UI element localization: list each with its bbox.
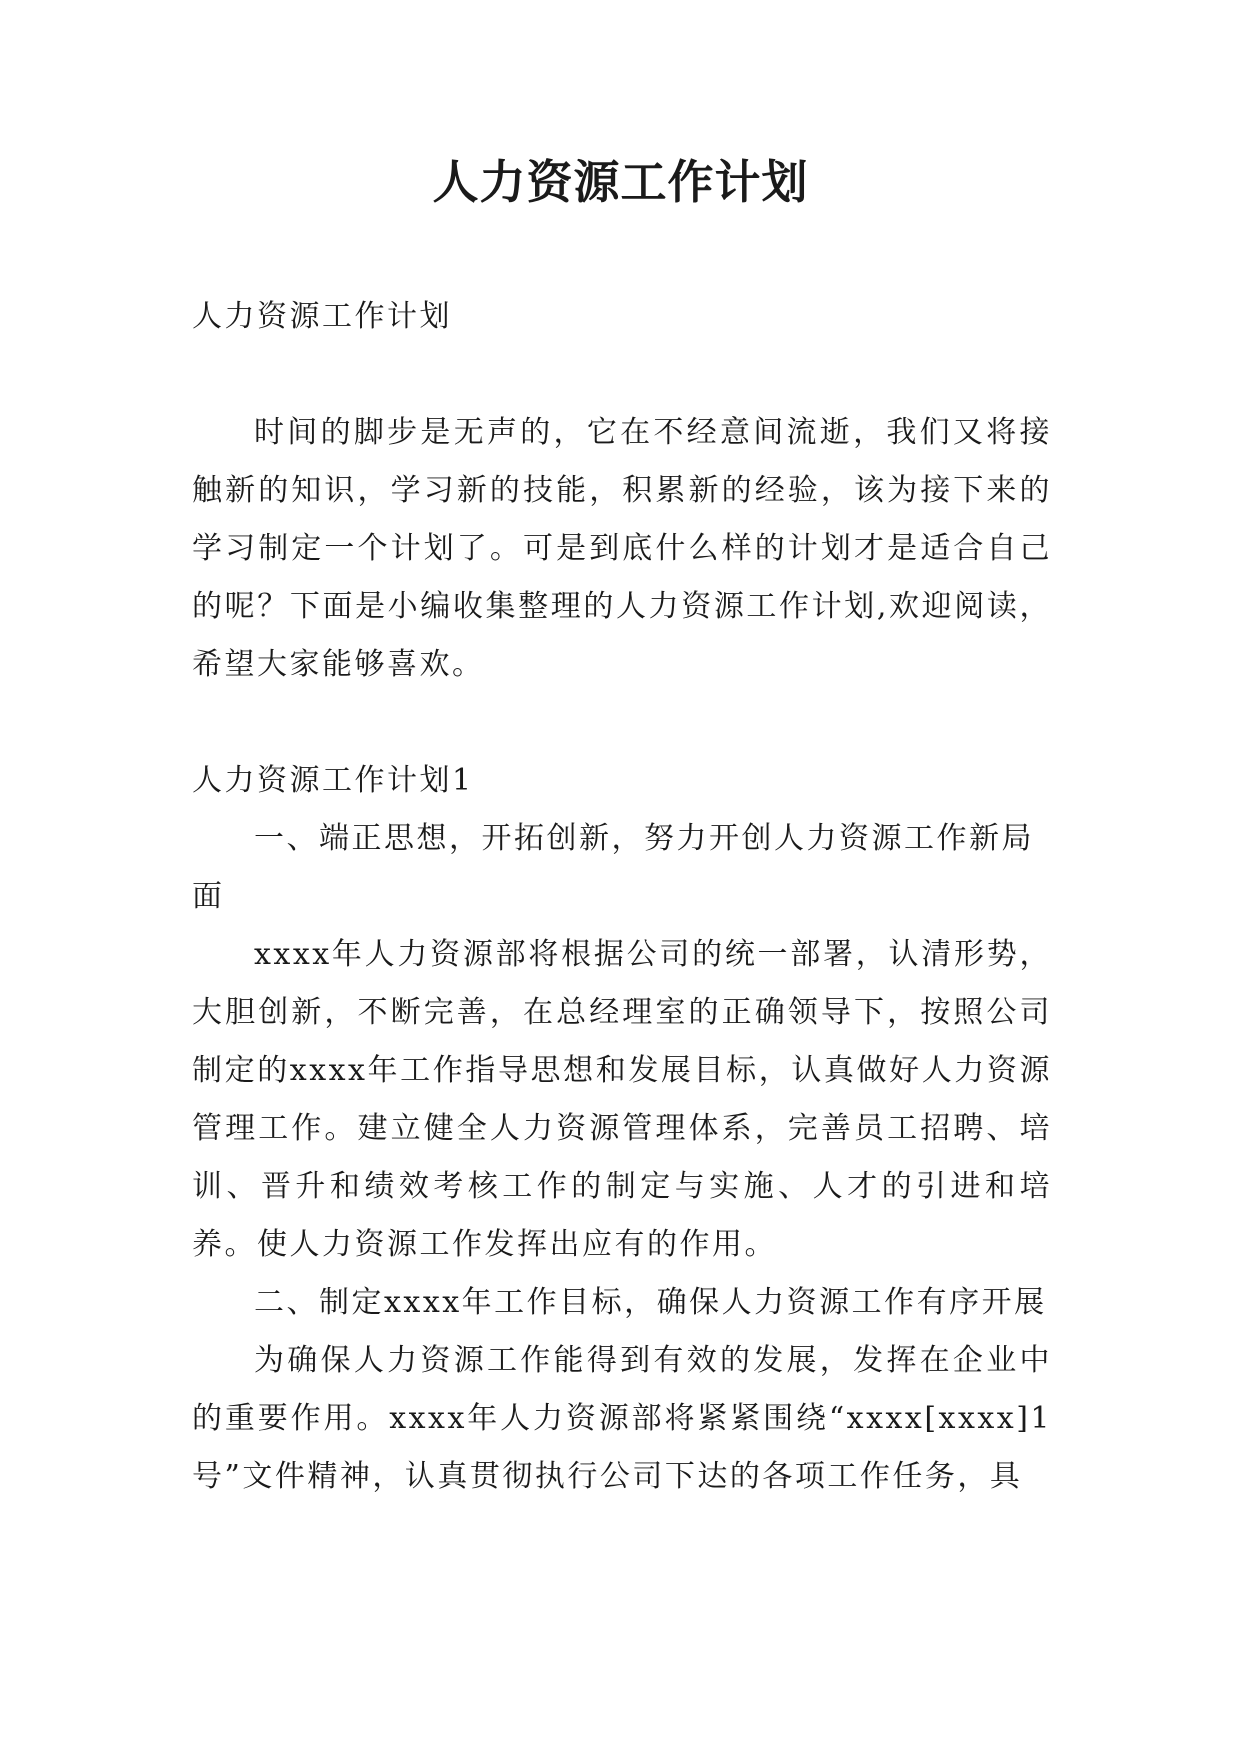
point-two-body: 为确保人力资源工作能得到有效的发展，发挥在企业中的重要作用。xxxx年人力资源部将紧紧围绕“xxxx[xxxx]1号”文件精神，认真贯彻执行公司下达的各项工作任务，具 <box>192 1343 1052 1494</box>
point-one-body: xxxx年人力资源部将根据公司的统一部署，认清形势，大胆创新，不断完善，在总经理室的正确领导下，按照公司制定的xxxx年工作指导思想和发展目标，认真做好人力资源管理工作。建立健全人力资源管理体系，完善员工招聘、培训、晋升和绩效考核工作的制定与实施、人才的引进和培养。使人力资源工作发挥出应有的作用。 <box>192 937 1052 1262</box>
document-body <box>192 288 1052 1506</box>
document-title: 人力资源工作计划 <box>432 155 809 209</box>
point-one-heading: 一、端正思想，开拓创新，努力开创人力资源工作新局面 <box>192 821 1034 914</box>
document-subtitle: 人力资源工作计划 <box>192 299 452 334</box>
intro-paragraph: 时间的脚步是无声的，它在不经意间流逝，我们又将接触新的知识，学习新的技能，积累新的经验，该为接下来的学习制定一个计划了。可是到底什么样的计划才是适合自己的呢？下面是小编收集整理的人力资源工作计划,欢迎阅读，希望大家能够喜欢。 <box>192 415 1052 682</box>
section-heading: 人力资源工作计划1 <box>192 763 474 798</box>
point-two-heading: 二、制定xxxx年工作目标，确保人力资源工作有序开展 <box>254 1285 1047 1320</box>
